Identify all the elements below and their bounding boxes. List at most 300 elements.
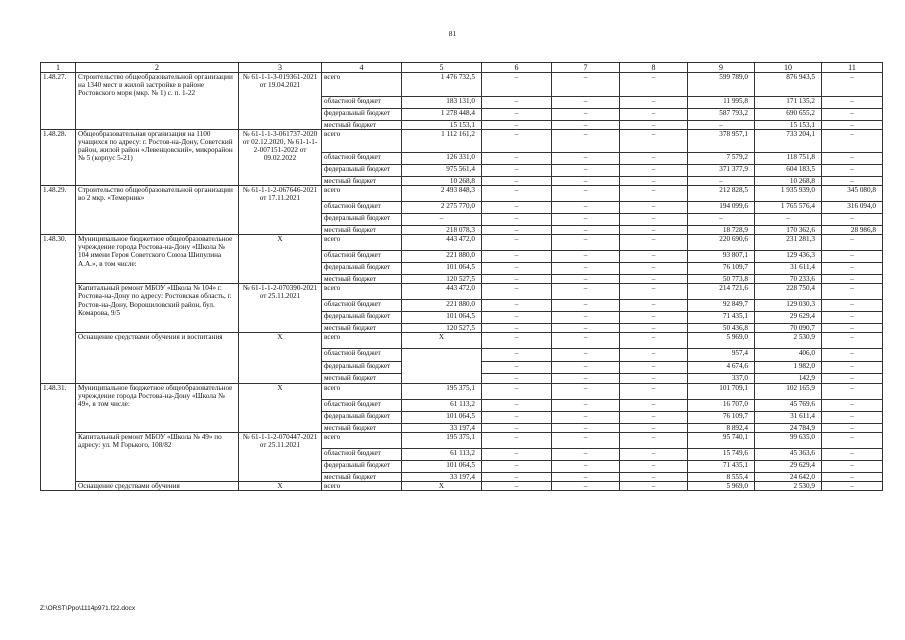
funding-source-cell: всего bbox=[322, 383, 402, 399]
col-8-value-cell: – bbox=[620, 411, 688, 423]
col-10-value-cell: 10 268,8 bbox=[755, 177, 822, 186]
col-8-value-cell: – bbox=[620, 130, 688, 153]
col-10-value-cell: 1 765 576,4 bbox=[755, 202, 822, 214]
conclusion-number-cell: № 61-1-1-3-061737-2020 от 02.12.2020, № 61-1-1-2-007151-2022 от 09.02.2022 bbox=[239, 130, 322, 186]
col-9-value-cell: 587 793,2 bbox=[688, 109, 755, 121]
col-10-value-cell: 99 635,0 bbox=[755, 432, 822, 448]
col-10-value-cell: 142,9 bbox=[755, 374, 822, 383]
funding-source-cell: местный бюджет bbox=[322, 423, 402, 432]
funding-source-cell: областной бюджет bbox=[322, 251, 402, 263]
col-8-value-cell: – bbox=[620, 362, 688, 374]
col-7-value-cell: – bbox=[552, 109, 620, 121]
object-name-cell: Строительство общеобразовательной организации на 1340 мест в жилой застройке в районе Ростовского моря (мкр. № 1) с. п. 1-22 bbox=[76, 73, 239, 130]
conclusion-number-cell: X bbox=[239, 481, 322, 490]
col-7-value-cell: – bbox=[552, 251, 620, 263]
total-value-cell bbox=[402, 349, 482, 383]
col-7-value-cell: – bbox=[552, 481, 620, 490]
col-11-value-cell: – bbox=[822, 481, 883, 490]
col-11-value-cell: – bbox=[822, 165, 883, 177]
col-11-value-cell: – bbox=[822, 300, 883, 312]
funding-source-cell: федеральный бюджет bbox=[322, 263, 402, 275]
col-9-value-cell: 194 099,6 bbox=[688, 202, 755, 214]
total-value-cell: 33 197,4 bbox=[402, 423, 482, 432]
col-8-value-cell: – bbox=[620, 177, 688, 186]
col-9-value-cell: 71 435,1 bbox=[688, 460, 755, 472]
table-row bbox=[41, 284, 883, 300]
col-9-value-cell: 76 109,7 bbox=[688, 411, 755, 423]
table-row bbox=[41, 186, 883, 202]
funding-source-cell: федеральный бюджет bbox=[322, 312, 402, 324]
col-11-value-cell: 316 094,0 bbox=[822, 202, 883, 214]
conclusion-number-cell: X bbox=[239, 333, 322, 383]
col-8-value-cell: – bbox=[620, 432, 688, 448]
col-6-value-cell: – bbox=[482, 109, 552, 121]
col-7-value-cell: – bbox=[552, 121, 620, 130]
col-6-value-cell: – bbox=[482, 374, 552, 383]
total-value-cell: 33 197,4 bbox=[402, 472, 482, 481]
col-10-value-cell: 733 204,1 bbox=[755, 130, 822, 153]
table-row bbox=[41, 73, 883, 97]
item-number-cell: 1.48.29. bbox=[41, 186, 76, 235]
total-value-cell: 443 472,0 bbox=[402, 235, 482, 251]
col-8-value-cell: – bbox=[620, 481, 688, 490]
col-9-value-cell: 378 957,1 bbox=[688, 130, 755, 153]
col-8-value-cell: – bbox=[620, 97, 688, 109]
col-8-value-cell: – bbox=[620, 399, 688, 411]
funding-source-cell: местный бюджет bbox=[322, 324, 402, 333]
object-name-cell: Капитальный ремонт МБОУ «Школа № 49» по адресу: ул. М Горького, 108/82 bbox=[76, 432, 239, 481]
col-6-value-cell: – bbox=[482, 177, 552, 186]
item-number-cell: 1.48.27. bbox=[41, 73, 76, 130]
total-value-cell: 101 064,5 bbox=[402, 263, 482, 275]
col-10-value-cell: 129 436,3 bbox=[755, 251, 822, 263]
col-10-value-cell: 1 935 939,0 bbox=[755, 186, 822, 202]
col-11-value-cell: – bbox=[822, 423, 883, 432]
funding-source-cell: местный бюджет bbox=[322, 374, 402, 383]
col-7-value-cell: – bbox=[552, 130, 620, 153]
col-9-value-cell: 5 969,0 bbox=[688, 333, 755, 349]
col-7-value-cell: – bbox=[552, 235, 620, 251]
col-8-value-cell: – bbox=[620, 186, 688, 202]
col-10-value-cell: 2 530,9 bbox=[755, 333, 822, 349]
column-header: 1 bbox=[41, 63, 76, 73]
col-9-value-cell: – bbox=[688, 121, 755, 130]
col-7-value-cell: – bbox=[552, 165, 620, 177]
page-number: 81 bbox=[448, 29, 457, 38]
col-7-value-cell: – bbox=[552, 448, 620, 460]
col-10-value-cell: 70 090,7 bbox=[755, 324, 822, 333]
col-6-value-cell: – bbox=[482, 214, 552, 226]
col-9-value-cell: 957,4 bbox=[688, 349, 755, 362]
col-10-value-cell: 45 769,6 bbox=[755, 399, 822, 411]
table-row bbox=[41, 432, 883, 448]
col-6-value-cell: – bbox=[482, 73, 552, 97]
col-11-value-cell: 28 986,8 bbox=[822, 226, 883, 235]
col-6-value-cell: – bbox=[482, 432, 552, 448]
column-header: 5 bbox=[402, 63, 482, 73]
total-value-cell: 975 561,4 bbox=[402, 165, 482, 177]
total-value-cell: 1 278 448,4 bbox=[402, 109, 482, 121]
col-11-value-cell: 345 080,8 bbox=[822, 186, 883, 202]
col-10-value-cell: 1 982,0 bbox=[755, 362, 822, 374]
col-9-value-cell: 101 709,1 bbox=[688, 383, 755, 399]
col-11-value-cell: – bbox=[822, 349, 883, 362]
col-9-value-cell: 5 969,0 bbox=[688, 481, 755, 490]
total-value-cell: 195 375,1 bbox=[402, 432, 482, 448]
funding-source-cell: всего bbox=[322, 432, 402, 448]
col-8-value-cell: – bbox=[620, 374, 688, 383]
col-8-value-cell: – bbox=[620, 251, 688, 263]
col-7-value-cell: – bbox=[552, 423, 620, 432]
col-7-value-cell: – bbox=[552, 411, 620, 423]
col-6-value-cell: – bbox=[482, 411, 552, 423]
column-header: 9 bbox=[688, 63, 755, 73]
col-11-value-cell: – bbox=[822, 73, 883, 97]
col-10-value-cell: 24 642,0 bbox=[755, 472, 822, 481]
object-name-cell: Капитальный ремонт МБОУ «Школа № 104» г. Ростова-на-Дону по адресу: Ростовская область, г. Ростов-на-Дону, Ворошиловский район, бул. Комарова, 9/5 bbox=[76, 284, 239, 333]
col-9-value-cell: – bbox=[688, 214, 755, 226]
col-9-value-cell: 95 740,1 bbox=[688, 432, 755, 448]
col-11-value-cell: – bbox=[822, 374, 883, 383]
table-row bbox=[41, 333, 883, 349]
col-8-value-cell: – bbox=[620, 300, 688, 312]
col-6-value-cell: – bbox=[482, 130, 552, 153]
col-11-value-cell: – bbox=[822, 177, 883, 186]
col-7-value-cell: – bbox=[552, 263, 620, 275]
col-6-value-cell: – bbox=[482, 202, 552, 214]
col-11-value-cell: – bbox=[822, 263, 883, 275]
col-8-value-cell: – bbox=[620, 165, 688, 177]
total-value-cell: 61 113,2 bbox=[402, 399, 482, 411]
conclusion-number-cell: № 61-1-1-2-070447-2021 от 25.11.2021 bbox=[239, 432, 322, 481]
total-value-cell: 2 493 848,3 bbox=[402, 186, 482, 202]
conclusion-number-cell: № 61-1-1-2-070390-2021 от 25.11.2021 bbox=[239, 284, 322, 333]
col-11-value-cell: – bbox=[822, 333, 883, 349]
funding-source-cell: всего bbox=[322, 73, 402, 97]
col-8-value-cell: – bbox=[620, 153, 688, 165]
total-value-cell: 120 527,5 bbox=[402, 324, 482, 333]
col-7-value-cell: – bbox=[552, 202, 620, 214]
col-8-value-cell: – bbox=[620, 333, 688, 349]
col-10-value-cell: 2 530,9 bbox=[755, 481, 822, 490]
col-11-value-cell: – bbox=[822, 275, 883, 284]
col-7-value-cell: – bbox=[552, 432, 620, 448]
col-11-value-cell: – bbox=[822, 235, 883, 251]
footer-file-path: Z:\ORST\Ppo\1114p971.f22.docx bbox=[40, 605, 136, 612]
col-6-value-cell: – bbox=[482, 263, 552, 275]
funding-source-cell: всего bbox=[322, 284, 402, 300]
col-8-value-cell: – bbox=[620, 275, 688, 284]
funding-source-cell: областной бюджет bbox=[322, 349, 402, 362]
column-header: 10 bbox=[755, 63, 822, 73]
col-6-value-cell: – bbox=[482, 165, 552, 177]
total-value-cell: 183 131,0 bbox=[402, 97, 482, 109]
total-value-cell: 221 880,0 bbox=[402, 300, 482, 312]
col-9-value-cell: 50 773,8 bbox=[688, 275, 755, 284]
col-11-value-cell: – bbox=[822, 448, 883, 460]
funding-source-cell: областной бюджет bbox=[322, 153, 402, 165]
total-value-cell: 101 064,5 bbox=[402, 411, 482, 423]
total-value-cell: – bbox=[402, 214, 482, 226]
col-8-value-cell: – bbox=[620, 284, 688, 300]
item-number-cell: 1.48.31. bbox=[41, 383, 76, 490]
total-value-cell: 2 275 770,0 bbox=[402, 202, 482, 214]
conclusion-number-cell: № 61-1-1-2-067646-2021 от 17.11.2021 bbox=[239, 186, 322, 235]
col-10-value-cell: 31 611,4 bbox=[755, 411, 822, 423]
col-8-value-cell: – bbox=[620, 349, 688, 362]
col-9-value-cell: 212 828,5 bbox=[688, 186, 755, 202]
table-row bbox=[41, 481, 883, 490]
col-6-value-cell: – bbox=[482, 349, 552, 362]
col-8-value-cell: – bbox=[620, 423, 688, 432]
col-9-value-cell: 214 721,6 bbox=[688, 284, 755, 300]
col-7-value-cell: – bbox=[552, 284, 620, 300]
col-10-value-cell: 118 751,8 bbox=[755, 153, 822, 165]
col-6-value-cell: – bbox=[482, 97, 552, 109]
col-6-value-cell: – bbox=[482, 324, 552, 333]
col-7-value-cell: – bbox=[552, 275, 620, 284]
col-7-value-cell: – bbox=[552, 300, 620, 312]
col-10-value-cell: 31 611,4 bbox=[755, 263, 822, 275]
col-10-value-cell: 876 943,5 bbox=[755, 73, 822, 97]
total-value-cell: X bbox=[402, 481, 482, 490]
total-value-cell: 221 880,0 bbox=[402, 251, 482, 263]
col-11-value-cell: – bbox=[822, 312, 883, 324]
table-row bbox=[41, 130, 883, 153]
col-10-value-cell: 102 165,9 bbox=[755, 383, 822, 399]
total-value-cell: 126 331,0 bbox=[402, 153, 482, 165]
col-10-value-cell: 129 030,3 bbox=[755, 300, 822, 312]
col-7-value-cell: – bbox=[552, 214, 620, 226]
object-name-cell: Оснащение средствами обучения и воспитания bbox=[76, 333, 239, 383]
col-6-value-cell: – bbox=[482, 423, 552, 432]
total-value-cell: 1 476 732,5 bbox=[402, 73, 482, 97]
col-8-value-cell: – bbox=[620, 460, 688, 472]
col-7-value-cell: – bbox=[552, 324, 620, 333]
col-9-value-cell: 8 555,4 bbox=[688, 472, 755, 481]
col-9-value-cell: – bbox=[688, 177, 755, 186]
object-name-cell: Муниципальное бюджетное общеобразовательное учреждение города Ростова-на-Дону «Школа № 49», в том числе: bbox=[76, 383, 239, 432]
col-9-value-cell: 76 109,7 bbox=[688, 263, 755, 275]
object-name-cell: Муниципальное бюджетное общеобразовательное учреждение города Ростова-на-Дону «Школа № 104 имени Героя Советского Союза Шипулина А.А.», в том числе: bbox=[76, 235, 239, 284]
col-10-value-cell: 170 362,6 bbox=[755, 226, 822, 235]
column-header: 3 bbox=[239, 63, 322, 73]
total-value-cell: 101 064,5 bbox=[402, 460, 482, 472]
total-value-cell: 120 527,5 bbox=[402, 275, 482, 284]
col-8-value-cell: – bbox=[620, 202, 688, 214]
col-6-value-cell: – bbox=[482, 312, 552, 324]
col-11-value-cell: – bbox=[822, 284, 883, 300]
col-8-value-cell: – bbox=[620, 73, 688, 97]
funding-source-cell: всего bbox=[322, 481, 402, 490]
conclusion-number-cell: X bbox=[239, 383, 322, 432]
total-value-cell: 443 472,0 bbox=[402, 284, 482, 300]
col-9-value-cell: 7 579,2 bbox=[688, 153, 755, 165]
col-8-value-cell: – bbox=[620, 235, 688, 251]
col-6-value-cell: – bbox=[482, 481, 552, 490]
col-6-value-cell: – bbox=[482, 399, 552, 411]
col-9-value-cell: 71 435,1 bbox=[688, 312, 755, 324]
funding-source-cell: областной бюджет bbox=[322, 399, 402, 411]
col-10-value-cell: 29 629,4 bbox=[755, 312, 822, 324]
col-11-value-cell: – bbox=[822, 362, 883, 374]
column-header: 6 bbox=[482, 63, 552, 73]
object-name-cell: Оснащение средствами обучения bbox=[76, 481, 239, 490]
object-name-cell: Строительство общеобразовательной организации во 2 мкр. «Темерник» bbox=[76, 186, 239, 235]
col-9-value-cell: 8 892,4 bbox=[688, 423, 755, 432]
column-header: 7 bbox=[552, 63, 620, 73]
col-6-value-cell: – bbox=[482, 121, 552, 130]
funding-source-cell: всего bbox=[322, 130, 402, 153]
col-11-value-cell: – bbox=[822, 121, 883, 130]
col-11-value-cell: – bbox=[822, 383, 883, 399]
col-11-value-cell: – bbox=[822, 97, 883, 109]
col-9-value-cell: 599 789,0 bbox=[688, 73, 755, 97]
col-6-value-cell: – bbox=[482, 460, 552, 472]
col-6-value-cell: – bbox=[482, 153, 552, 165]
col-11-value-cell: – bbox=[822, 432, 883, 448]
funding-source-cell: федеральный бюджет bbox=[322, 460, 402, 472]
col-10-value-cell: 690 655,2 bbox=[755, 109, 822, 121]
col-10-value-cell: 406,0 bbox=[755, 349, 822, 362]
col-11-value-cell: – bbox=[822, 472, 883, 481]
col-6-value-cell: – bbox=[482, 284, 552, 300]
col-9-value-cell: 11 995,8 bbox=[688, 97, 755, 109]
budget-table bbox=[40, 62, 883, 491]
funding-source-cell: местный бюджет bbox=[322, 226, 402, 235]
col-9-value-cell: 93 807,1 bbox=[688, 251, 755, 263]
col-9-value-cell: 16 707,0 bbox=[688, 399, 755, 411]
col-7-value-cell: – bbox=[552, 349, 620, 362]
funding-source-cell: всего bbox=[322, 186, 402, 202]
col-9-value-cell: 50 436,8 bbox=[688, 324, 755, 333]
funding-source-cell: федеральный бюджет bbox=[322, 109, 402, 121]
col-6-value-cell: – bbox=[482, 275, 552, 284]
col-9-value-cell: 371 377,9 bbox=[688, 165, 755, 177]
col-8-value-cell: – bbox=[620, 324, 688, 333]
col-10-value-cell: 231 281,3 bbox=[755, 235, 822, 251]
conclusion-number-cell: X bbox=[239, 235, 322, 284]
col-6-value-cell: – bbox=[482, 472, 552, 481]
col-9-value-cell: 15 749,6 bbox=[688, 448, 755, 460]
col-10-value-cell: 228 750,4 bbox=[755, 284, 822, 300]
col-8-value-cell: – bbox=[620, 109, 688, 121]
col-11-value-cell: – bbox=[822, 399, 883, 411]
col-7-value-cell: – bbox=[552, 460, 620, 472]
col-10-value-cell: 70 233,6 bbox=[755, 275, 822, 284]
col-9-value-cell: 4 674,6 bbox=[688, 362, 755, 374]
total-value-cell: 195 375,1 bbox=[402, 383, 482, 399]
col-7-value-cell: – bbox=[552, 374, 620, 383]
col-11-value-cell: – bbox=[822, 153, 883, 165]
col-6-value-cell: – bbox=[482, 448, 552, 460]
funding-source-cell: местный бюджет bbox=[322, 177, 402, 186]
column-header: 8 bbox=[620, 63, 688, 73]
funding-source-cell: всего bbox=[322, 333, 402, 349]
col-8-value-cell: – bbox=[620, 472, 688, 481]
funding-source-cell: областной бюджет bbox=[322, 97, 402, 109]
total-value-cell: 15 153,1 bbox=[402, 121, 482, 130]
column-header-row bbox=[41, 63, 883, 73]
col-11-value-cell: – bbox=[822, 130, 883, 153]
col-7-value-cell: – bbox=[552, 153, 620, 165]
funding-source-cell: федеральный бюджет bbox=[322, 411, 402, 423]
col-7-value-cell: – bbox=[552, 186, 620, 202]
col-7-value-cell: – bbox=[552, 362, 620, 374]
funding-source-cell: областной бюджет bbox=[322, 300, 402, 312]
col-8-value-cell: – bbox=[620, 214, 688, 226]
col-6-value-cell: – bbox=[482, 333, 552, 349]
col-6-value-cell: – bbox=[482, 251, 552, 263]
col-11-value-cell: – bbox=[822, 109, 883, 121]
funding-source-cell: местный бюджет bbox=[322, 121, 402, 130]
col-6-value-cell: – bbox=[482, 186, 552, 202]
funding-source-cell: местный бюджет bbox=[322, 472, 402, 481]
col-9-value-cell: 220 690,6 bbox=[688, 235, 755, 251]
col-11-value-cell: – bbox=[822, 411, 883, 423]
col-10-value-cell: 45 363,6 bbox=[755, 448, 822, 460]
col-10-value-cell: 604 183,5 bbox=[755, 165, 822, 177]
col-7-value-cell: – bbox=[552, 73, 620, 97]
total-value-cell: 218 078,3 bbox=[402, 226, 482, 235]
funding-source-cell: федеральный бюджет bbox=[322, 165, 402, 177]
total-value-cell: X bbox=[402, 333, 482, 349]
col-8-value-cell: – bbox=[620, 121, 688, 130]
col-8-value-cell: – bbox=[620, 383, 688, 399]
funding-source-cell: федеральный бюджет bbox=[322, 362, 402, 374]
col-7-value-cell: – bbox=[552, 333, 620, 349]
total-value-cell: 1 112 161,2 bbox=[402, 130, 482, 153]
col-6-value-cell: – bbox=[482, 383, 552, 399]
col-7-value-cell: – bbox=[552, 472, 620, 481]
item-number-cell: 1.48.28. bbox=[41, 130, 76, 186]
col-11-value-cell: – bbox=[822, 214, 883, 226]
col-11-value-cell: – bbox=[822, 460, 883, 472]
column-header: 4 bbox=[322, 63, 402, 73]
col-8-value-cell: – bbox=[620, 226, 688, 235]
object-name-cell: Общеобразовательная организация на 1100 учащихся по адресу: г. Ростов-на-Дону, Советский район, жилой район «Левенцовский», микрорайон № 5 (корпус 5-21) bbox=[76, 130, 239, 186]
col-7-value-cell: – bbox=[552, 226, 620, 235]
table-row bbox=[41, 383, 883, 399]
col-10-value-cell: 171 135,2 bbox=[755, 97, 822, 109]
col-8-value-cell: – bbox=[620, 312, 688, 324]
item-number-cell: 1.48.30. bbox=[41, 235, 76, 383]
col-7-value-cell: – bbox=[552, 399, 620, 411]
col-6-value-cell: – bbox=[482, 362, 552, 374]
col-10-value-cell: 24 784,9 bbox=[755, 423, 822, 432]
col-7-value-cell: – bbox=[552, 383, 620, 399]
col-7-value-cell: – bbox=[552, 312, 620, 324]
col-10-value-cell: 15 153,1 bbox=[755, 121, 822, 130]
col-11-value-cell: – bbox=[822, 324, 883, 333]
col-8-value-cell: – bbox=[620, 448, 688, 460]
table-row bbox=[41, 235, 883, 251]
total-value-cell: 61 113,2 bbox=[402, 448, 482, 460]
funding-source-cell: областной бюджет bbox=[322, 202, 402, 214]
column-header: 11 bbox=[822, 63, 883, 73]
col-9-value-cell: 92 849,7 bbox=[688, 300, 755, 312]
col-6-value-cell: – bbox=[482, 226, 552, 235]
col-10-value-cell: 29 629,4 bbox=[755, 460, 822, 472]
funding-source-cell: областной бюджет bbox=[322, 448, 402, 460]
col-9-value-cell: 337,0 bbox=[688, 374, 755, 383]
table-body bbox=[41, 63, 883, 491]
col-7-value-cell: – bbox=[552, 177, 620, 186]
funding-source-cell: всего bbox=[322, 235, 402, 251]
col-9-value-cell: 18 728,9 bbox=[688, 226, 755, 235]
col-8-value-cell: – bbox=[620, 263, 688, 275]
funding-source-cell: федеральный бюджет bbox=[322, 214, 402, 226]
